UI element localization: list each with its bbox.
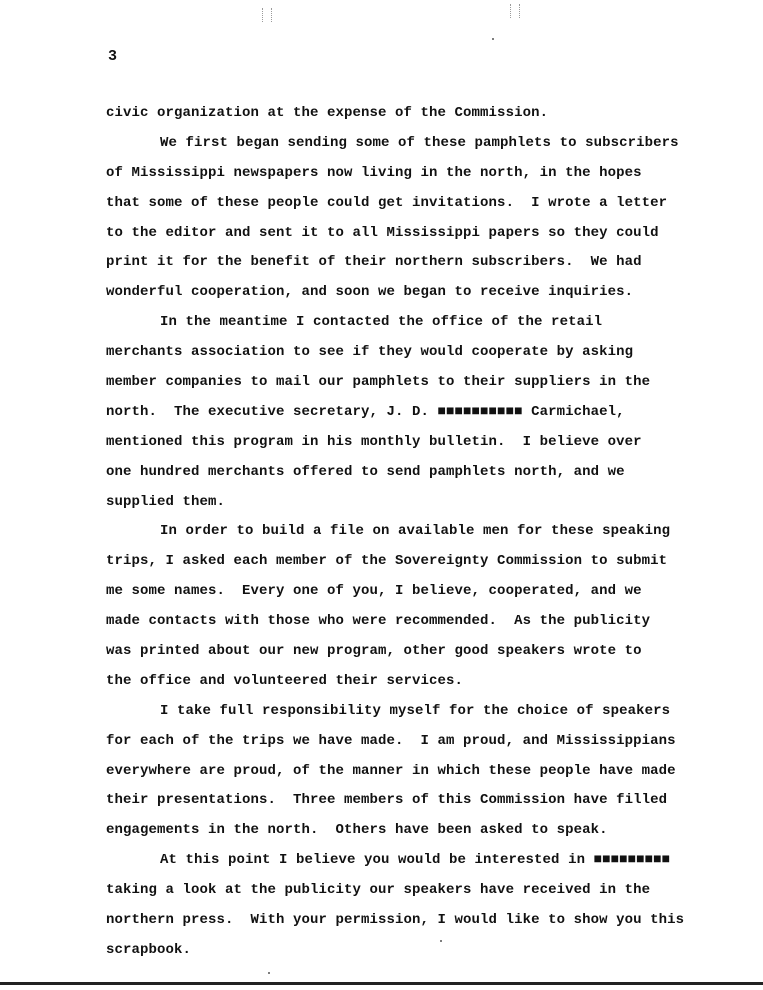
text-line: northern press. With your permission, I would like to show you this (106, 912, 685, 929)
scan-speck (268, 972, 270, 974)
text-line: the office and volunteered their services. (106, 672, 464, 689)
text-line: that some of these people could get invitations. I wrote a letter (106, 194, 668, 211)
text-line: scrapbook. (106, 941, 192, 958)
scan-artifact (262, 8, 272, 22)
text-line: civic organization at the expense of the Commission. (106, 105, 549, 121)
bottom-rule (0, 982, 763, 985)
text-line: for each of the trips we have made. I am proud, and Mississippians (106, 732, 676, 749)
text-line: one hundred merchants offered to send pamphlets north, and we (106, 463, 625, 480)
text-line: At this point I believe you would be interested in ■■■■■■■■■ (160, 852, 671, 869)
text-line: member companies to mail our pamphlets to their suppliers in the (106, 374, 651, 391)
text-line: We first began sending some of these pamphlets to subscribers (160, 134, 679, 151)
text-line: engagements in the north. Others have been asked to speak. (106, 822, 608, 839)
text-line: trips, I asked each member of the Sovereignty Commission to submit (106, 553, 668, 570)
text-line: everywhere are proud, of the manner in which these people have made (106, 762, 676, 779)
text-line: In the meantime I contacted the office of the retail (160, 314, 603, 331)
document-body (106, 99, 726, 966)
text-line: me some names. Every one of you, I believe, cooperated, and we (106, 583, 642, 600)
text-line: to the editor and sent it to all Mississippi papers so they could (106, 224, 659, 241)
text-line: wonderful cooperation, and soon we began to receive inquiries. (106, 284, 634, 301)
scan-speck (492, 38, 494, 40)
page-number: 3 (108, 48, 118, 65)
text-line: supplied them. (106, 493, 226, 510)
text-line: merchants association to see if they would cooperate by asking (106, 344, 634, 361)
text-line: their presentations. Three members of this Commission have filled (106, 792, 668, 809)
text-line: mentioned this program in his monthly bulletin. I believe over (106, 433, 642, 450)
text-line: print it for the benefit of their northern subscribers. We had (106, 254, 642, 271)
text-line: made contacts with those who were recommended. As the publicity (106, 613, 651, 630)
text-line: In order to build a file on available men for these speaking (160, 523, 671, 540)
text-line: north. The executive secretary, J. D. ■■■■■■■■■■ Carmichael, (106, 403, 625, 420)
scan-artifact (510, 4, 520, 18)
text-line: taking a look at the publicity our speakers have received in the (106, 882, 651, 899)
text-line: of Mississippi newspapers now living in the north, in the hopes (106, 164, 642, 181)
text-line: I take full responsibility myself for the choice of speakers (160, 702, 671, 719)
text-line: was printed about our new program, other good speakers wrote to (106, 643, 642, 660)
